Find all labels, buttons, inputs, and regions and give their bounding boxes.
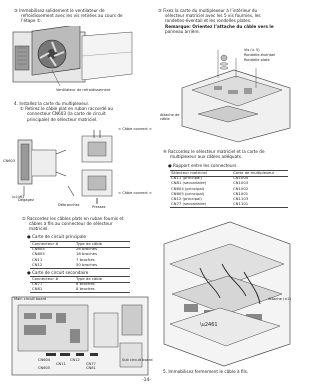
left-step3-text: ③ Immobilisez solidement le ventilateur de refroidissement avec les vis retirées au cours de l’étape ①. (14, 8, 123, 24)
table-row: CN604 (principal) CN1002 (171, 185, 249, 191)
table-row: CN604 26 broches (32, 246, 98, 252)
page-number: -14- (142, 378, 151, 383)
presser-label: Pressez (92, 205, 106, 209)
table-header: Connecteur # Type de câble (32, 241, 103, 246)
cn604-board-label: CN604 (38, 358, 51, 362)
table-row: CN11 (principal) CN1004 (171, 175, 249, 181)
fan-washer-label: Rondelle-éventail (244, 53, 276, 57)
cn603-label: CN603 (3, 159, 16, 163)
fan-label: Ventilateur de refroidissement (56, 88, 111, 92)
cn11-board-label: CN11 (56, 362, 66, 366)
cable-tie-x2-label: Attache (×2) (268, 297, 292, 301)
table-row: CN605 (principal) CN1001 (171, 190, 249, 196)
main-board-label: Main circuit board (14, 297, 47, 301)
left-step4-2-text: ② Raccordez les câbles plats en ruban fournis et câbles à fils au connecteur de sélecteur matriciel. (22, 216, 124, 232)
cable-routing-figure (160, 214, 294, 370)
table-row: CN12 50 broches (32, 261, 98, 267)
right-step5-text: 5. Immobilisez fermement le câble à fils. (163, 369, 249, 374)
sub-board-label: Sub circuit board (122, 358, 153, 362)
table-row: CN77 6 broches (32, 281, 95, 287)
table-header: Sélecteur matriciel Carte de multiplexeur (171, 170, 275, 175)
screw-label: Vis (× 5) (244, 48, 260, 52)
cooling-fan-figure (12, 26, 137, 88)
cn605-board-label: CN605 (38, 366, 51, 370)
table-row: CN11 7 broches (32, 256, 95, 262)
right-step4-text: ④ Raccordez le sélecteur matriciel et la carte de multiplexeur aux câbles adéquats. (163, 149, 265, 160)
cn12-board-label: CN12 (70, 358, 80, 362)
cn77-board-label: CN77 (86, 362, 96, 366)
connector-relation-title: ● Rapport entre les connecteurs (168, 163, 237, 168)
flat-washer-label: Rondelle plate (244, 58, 270, 62)
cable-tie-label: Attache de câble (160, 113, 180, 121)
sub-board-title: ● Carte de circuit secondaire (27, 270, 89, 275)
cable-connect-label-1: < Câble connect > (118, 127, 152, 131)
table-row: CN81 (secondaire) CN1003 (171, 180, 249, 186)
svg-text:\u2461: \u2461 (200, 322, 218, 328)
right-step3-text: ③ Fixez la carte du multiplexeur à l’intérieur du sélecteur matriciel avec les 5 vis fournies, les rondelles-éventail et les rondelles plates. Remarque: Orientez l’attache du câble vers le panneau arrière. (158, 8, 274, 34)
sub-board-table (32, 276, 102, 292)
cn81-board-label: CN81 (86, 366, 96, 370)
left-step4-text: 4. Installez la carte du multiplexeur. ① Retirez le câble plat en ruban raccordé au connecteur CN603 (la carte de circuit principale) de sélecteur matriciel. (14, 101, 113, 122)
circuit-board-figure (10, 295, 150, 377)
degager-label: Dégagez (18, 198, 34, 202)
cable-connect-label-2: < Câble connect > (118, 191, 152, 195)
svg-text:\u2461: \u2461 (12, 195, 25, 199)
table-row: CN77 (secondaire) CN1101 (171, 201, 249, 207)
table-header: Connecteur # Type de câble (32, 276, 103, 281)
debrancher-label: Débranchez (58, 203, 80, 207)
multiplexer-install-figure (178, 48, 294, 144)
table-row: CN605 16 broches (32, 251, 98, 257)
main-board-title: ● Carte de circuit principale (27, 234, 87, 239)
table-row: CN81 8 broches (32, 286, 95, 292)
table-row: CN12 (principal) CN1103 (171, 196, 249, 202)
main-board-table (32, 241, 102, 267)
